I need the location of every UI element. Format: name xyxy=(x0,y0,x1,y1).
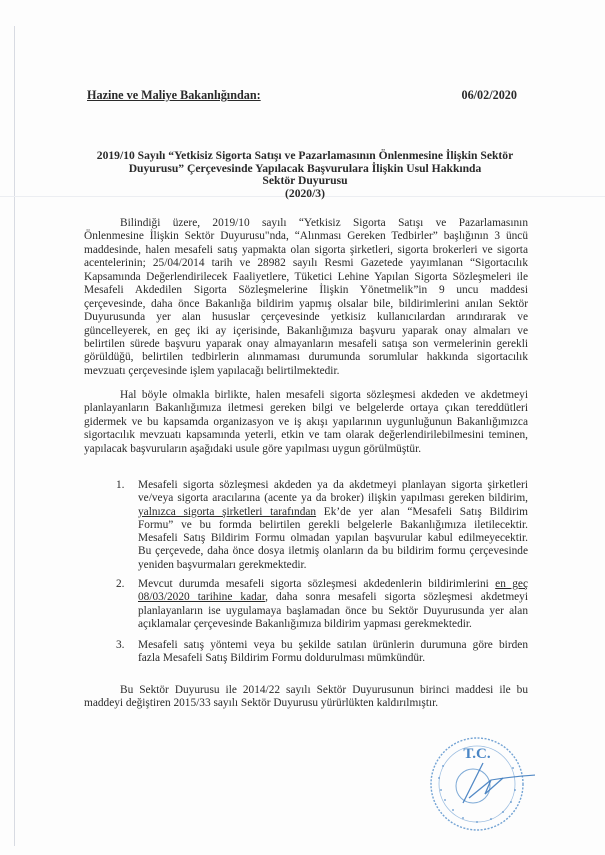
paragraph-line: Hal böyle olmakla birlikte, halen mesafeli sigorta sözleşmesi akdeden ve akdetmeyi xyxy=(120,389,528,401)
list-item-line: Bu çerçevede, daha önce dosya iletmiş olanların da bu bildirim formu çerçevesinde xyxy=(138,545,528,558)
list-item-line xyxy=(138,506,528,519)
paragraph-line: maddesinde, halen mesafeli satış yapmakta olan sigorta şirketleri, sigorta brokerleri ve sigorta xyxy=(84,243,528,256)
list-item-number: 3. xyxy=(116,639,125,651)
paragraph-line: planlayanların Bakanlığımıza iletmesi gereken bilgi ve belgelerde ortaya çıkan tereddütleri xyxy=(84,402,528,415)
paragraph-line: maddeyi değiştiren 2015/33 sayılı Sektör Duyurusu yürürlükten kaldırılmıştır. xyxy=(84,697,439,710)
paragraph-line: mevzuatı çerçevesinde işlem yapılacağı belirtilmektedir. xyxy=(84,364,340,377)
paragraph-line: güncelleyerek, en geç iki ay içerisinde, Bakanlığımıza başvuru yaparak onay almaları ve xyxy=(84,324,528,337)
list-item-line: planlayanların ise uygulamaya başlamadan önce bu Sektör Duyurusunda yer alan xyxy=(138,604,528,617)
signature-stroke xyxy=(491,775,535,780)
paragraph-line: acentelerinin; 25/04/2014 tarih ve 28982 sayılı Resmi Gazetede yayımlanan “Sigortacılık xyxy=(84,257,528,270)
paragraph-line: Kapsamında Değerlendirilecek Faaliyetlere, Tüketici Lehine Yapılan Sigorta Sözleşmeleri ile xyxy=(84,270,528,283)
official-seal-stamp xyxy=(425,728,535,838)
list-item-line: yeniden başvurmaları gerekmektedir. xyxy=(138,558,307,571)
underlined-text: 08/03/2020 tarihine kadar xyxy=(138,591,266,604)
second-paragraph xyxy=(84,389,528,456)
paragraph-line: Bu Sektör Duyurusu ile 2014/22 sayılı Sektör Duyurusunun birinci maddesi ile bu xyxy=(120,684,528,696)
title-line: 2019/10 Sayılı “Yetkisiz Sigorta Satışı ve Pazarlamasının Önlenmesine İlişkin Sektör xyxy=(96,149,514,162)
underlined-text: yalnızca sigorta şirketleri tarafından xyxy=(138,505,317,518)
scan-edge-line xyxy=(14,26,15,846)
list-item-number: 2. xyxy=(116,578,125,590)
paragraph-line: Bilindiği üzere, 2019/10 sayılı “Yetkisiz Sigorta Satışı ve Pazarlamasının xyxy=(120,217,528,229)
list-item-body xyxy=(138,578,528,631)
document-title xyxy=(80,150,530,200)
list-item-body xyxy=(138,639,528,666)
list-item-line: Mesafeli sigorta sözleşmesi akdeden ya da akdetmeyi planlayan sigorta şirketleri xyxy=(138,479,528,491)
paragraph-line: görüldüğü, belirtilen tedbirlerin alınmaması durumunda sorumlular hakkında sigortacılık xyxy=(84,351,528,364)
list-item-number: 1. xyxy=(116,479,125,491)
list-item-line: ve/veya sigorta aracılarına (acente ya da broker) ilişkin yapılması gereken bildirim, xyxy=(138,492,528,505)
list-item-body xyxy=(138,479,528,572)
title-line: Duyurusu” Çerçevesinde Yapılacak Başvurulara İlişkin Usul Hakkında xyxy=(128,161,482,175)
title-line: (2020/3) xyxy=(285,186,325,200)
intro-paragraph xyxy=(84,217,528,378)
paragraph-line: Mesafeli Akdedilen Sigorta Sözleşmelerine İlişkin Yönetmelik”in 9 uncu maddesi xyxy=(84,284,528,297)
list-item-line: açıklamalar çerçevesinde Bakanlığımıza bildirim yapması gerekmektedir. xyxy=(138,617,472,630)
list-item-text: Mevcut durumda mesafeli sigorta sözleşmesi akdedenlerin bildirimlerini xyxy=(138,578,496,590)
list-item-line xyxy=(138,578,528,591)
underlined-text: en geç xyxy=(495,578,529,590)
closing-paragraph xyxy=(84,684,528,711)
paragraph-line: Duyurusunda yer alan hususlar çerçevesinde yetkisiz kullanıcılardan arındırarak ve xyxy=(84,311,528,324)
paragraph-line: sigortacılık mevzuatı kapsamında yeterli, etkin ve tam olarak değerlendirilebilmesini teminen, xyxy=(84,429,528,442)
document-date: 06/02/2020 xyxy=(461,88,517,102)
issuer-label: Hazine ve Maliye Bakanlığından: xyxy=(87,88,261,102)
paragraph-line: yapılacak başvuruların aşağıdaki usule göre yapılması uygun görülmüştür. xyxy=(84,442,422,455)
list-item-line xyxy=(138,591,528,604)
paragraph-line: Önlenmesine İlişkin Sektör Duyurusu"nda, “Alınması Gereken Tedbirler” başlığının 3 üncü xyxy=(84,230,528,243)
list-item-line: fazla Mesafeli Satış Bildirim Formu doldurulması mümkündür. xyxy=(138,652,426,665)
paragraph-line: belirtilen sürede başvuru yaparak onay almayanların mesafeli satışa son vermelerinin gerekli xyxy=(84,337,528,350)
list-item-line: Formu” ve bu formda belirtilen gerekli belgelerle Bakanlığımıza iletilecektir. xyxy=(138,518,528,531)
list-item-line: Mesafeli Satış Bildirim Formu olmadan yapılan başvurular kabul edilmeyecektir. xyxy=(138,532,528,545)
title-line: Sektör Duyurusu xyxy=(262,174,348,188)
list-item-text: Ek’de yer alan “Mesafeli Satış Bildirim xyxy=(316,505,528,518)
stamp-text: T.C. xyxy=(463,746,491,762)
list-item-text: , daha sonra mesafeli sigorta sözleşmesi akdetmeyi xyxy=(265,591,529,604)
paragraph-line: gidermek ve bu kapsamda organizasyon ve iş akışı yapılarının uygunluğunun Bakanlığımızca xyxy=(84,415,528,428)
document-header xyxy=(87,88,517,104)
paragraph-line: çerçevesinde, daha önce Bakanlığa bildirim yapmış olsalar bile, bildirimlerini anılan Sektör xyxy=(84,297,528,310)
list-item-line: Mesafeli satış yöntemi veya bu şekilde satılan ürünlerin durumuna göre birden xyxy=(138,639,528,651)
